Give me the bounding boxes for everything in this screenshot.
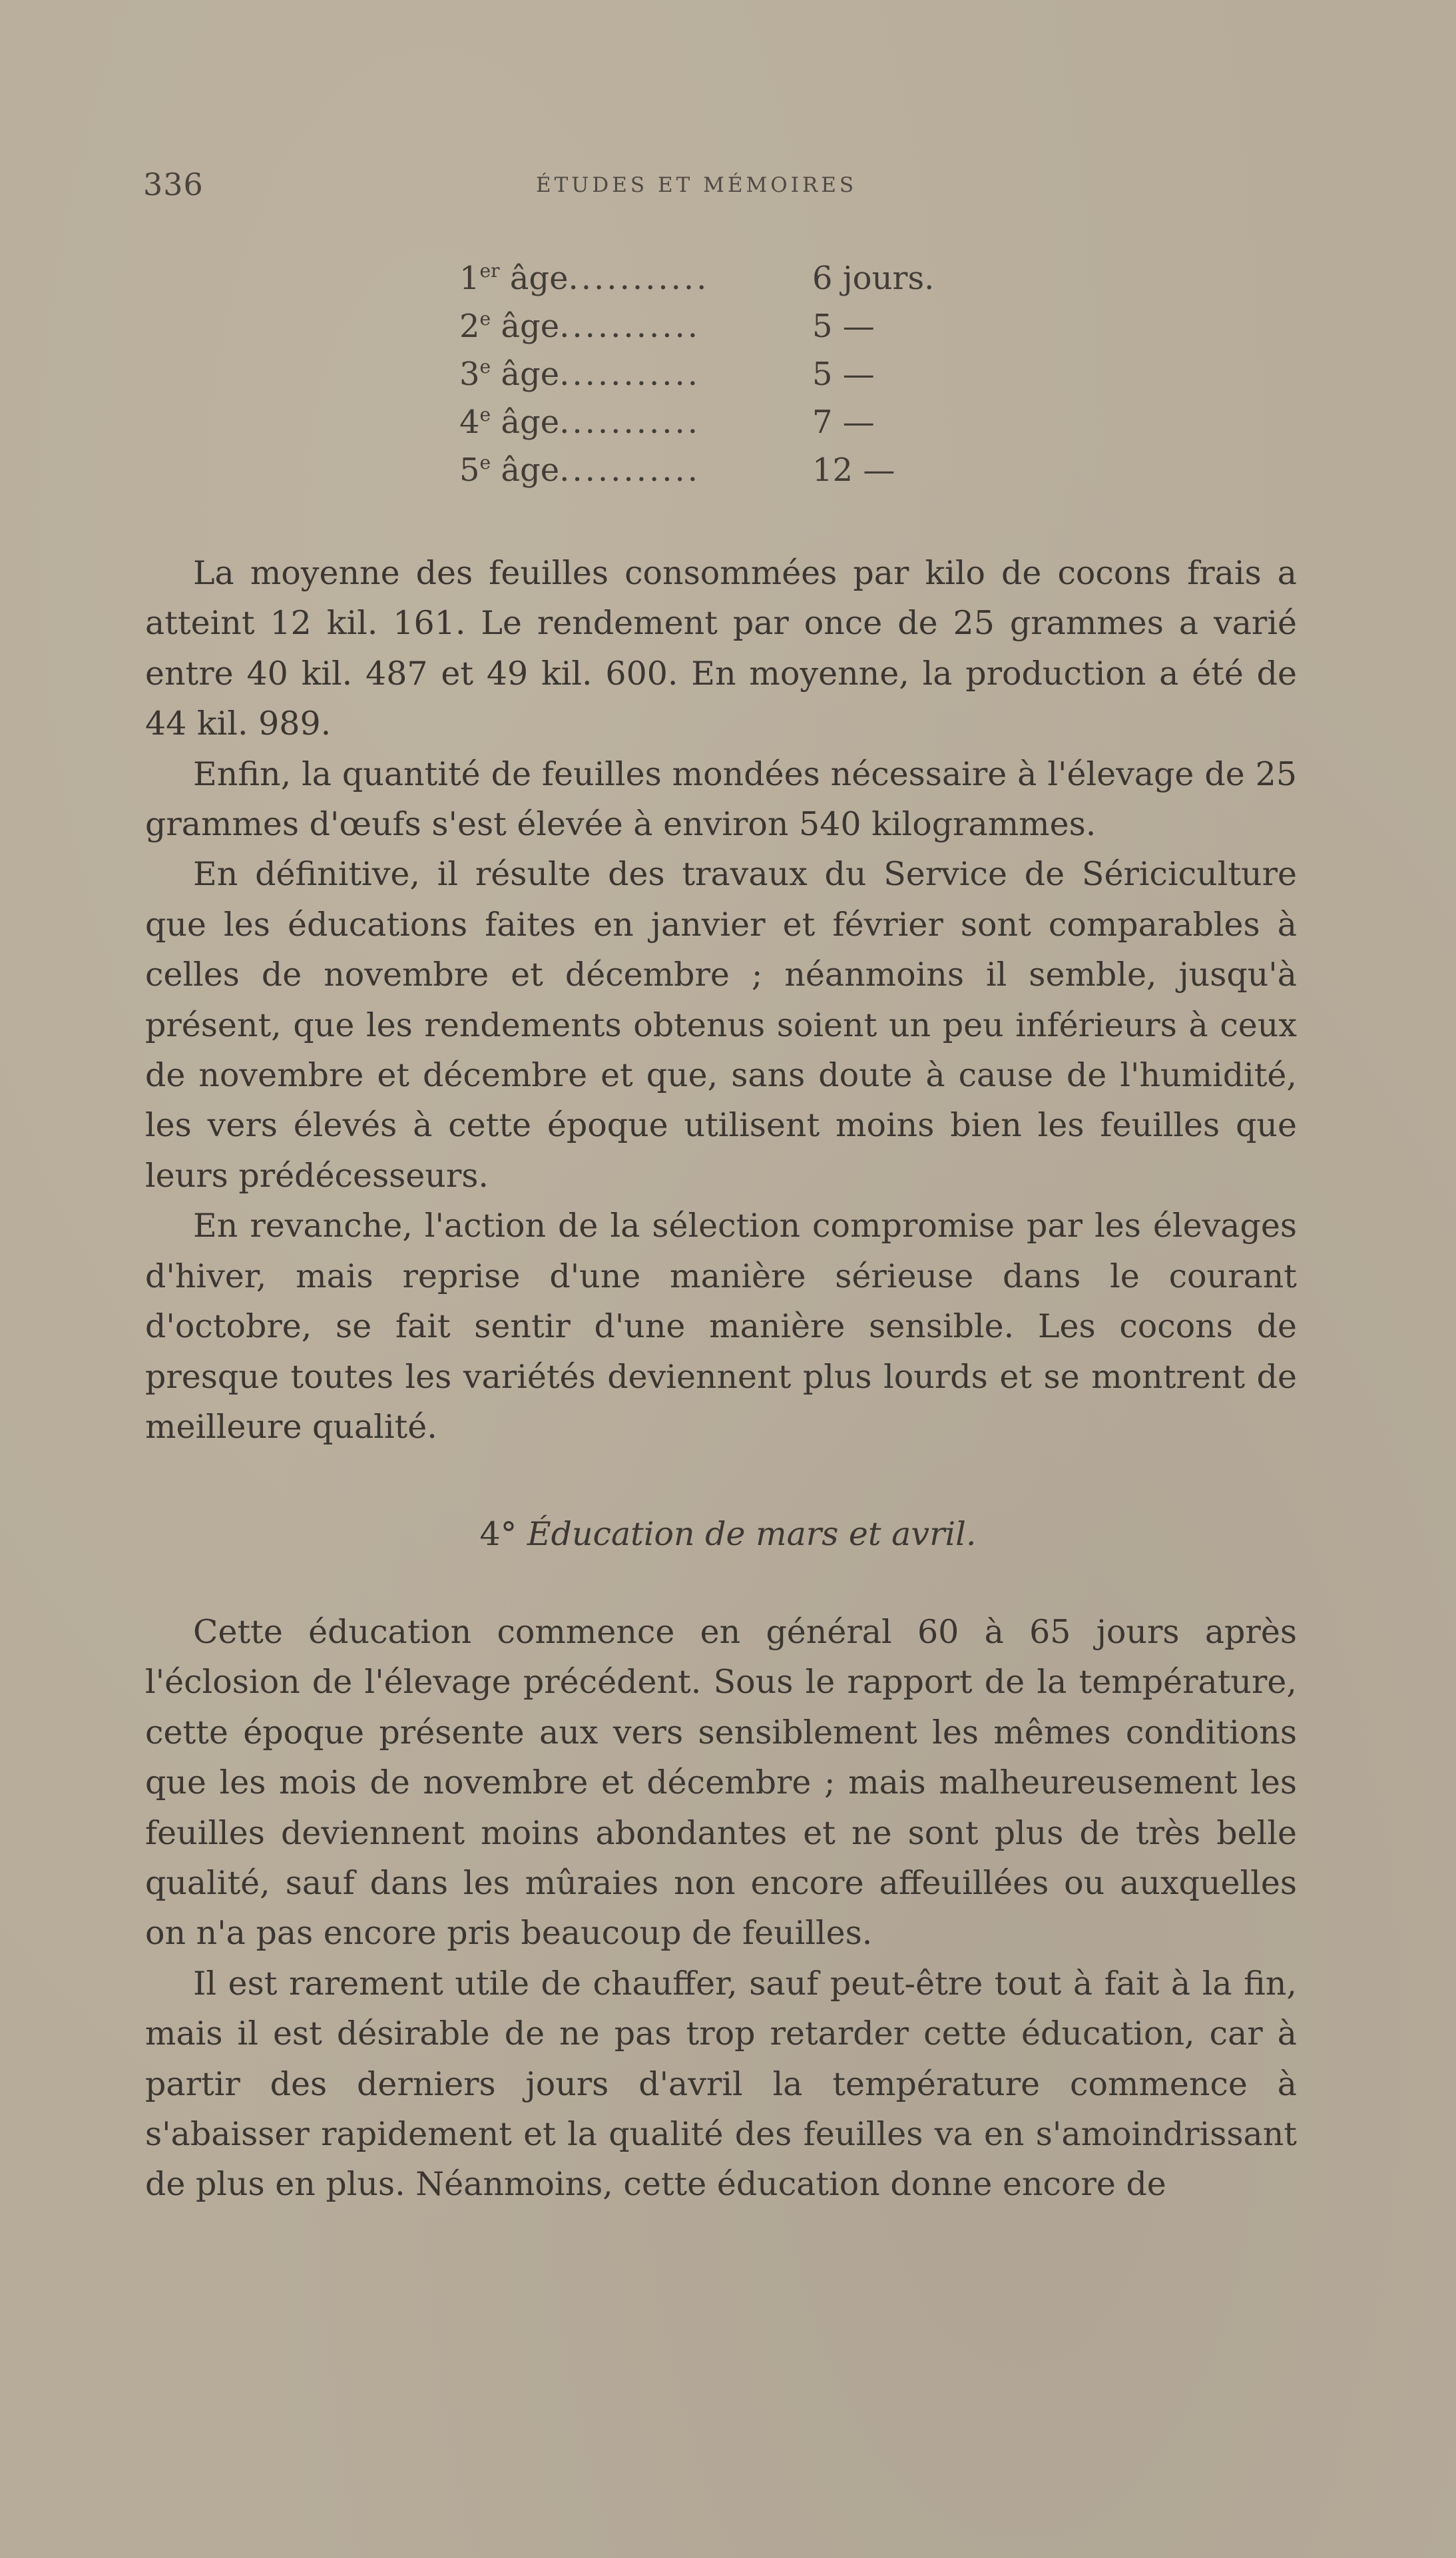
body-text-upper bbox=[145, 548, 1297, 1452]
stage-days: 5 — bbox=[812, 356, 875, 393]
stage-days: 5 — bbox=[812, 308, 875, 345]
table-row bbox=[459, 308, 992, 356]
page-header bbox=[143, 166, 1288, 206]
section-title: Éducation de mars et avril. bbox=[527, 1515, 977, 1553]
paragraph: Enfin, la quantité de feuilles mondées nécessaire à l'élevage de 25 grammes d'œufs s'est élevée à environ 540 kilogrammes. bbox=[145, 755, 1297, 844]
paragraph: En définitive, il résulte des travaux du Service de Sériciculture que les éducations faites en janvier et février sont comparables à celles de novembre et décembre ; néanmoins il semble, jusqu'à présent, que les rendements obtenus soient un peu inférieurs à ceux de novembre et décembre et que, sans doute à cause de l'humidité, les vers élevés à cette époque utilisent moins bien les feuilles que leurs prédécesseurs. bbox=[145, 855, 1297, 1195]
page-number: 336 bbox=[143, 166, 204, 202]
stage-days: 6 jours. bbox=[812, 260, 935, 297]
paragraph: En revanche, l'action de la sélection compromise par les élevages d'hiver, mais reprise d'une manière sérieuse dans le courant d'octobre, se fait sentir d'une manière sensible. Les cocons de presque toutes les variétés deviennent plus lourds et se montrent de meilleure qualité. bbox=[145, 1207, 1297, 1446]
paragraph: Cette éducation commence en général 60 à 65 jours après l'éclosion de l'élevage précédent. Sous le rapport de la température, cette époque présente aux vers sensiblement les mêmes conditions que les mois de novembre et décembre ; mais malheureusement les feuilles deviennent moins abondantes et ne sont plus de très belle qualité, sauf dans les mûraies non encore affeuillées ou auxquelles on n'a pas encore pris beaucoup de feuilles. bbox=[145, 1613, 1297, 1953]
stage-label: 3e âge........... bbox=[459, 356, 700, 393]
paragraph: La moyenne des feuilles consommées par kilo de cocons frais a atteint 12 kil. 161. Le rendement par once de 25 grammes a varié entre 40 kil. 487 et 49 kil. 600. En moyenne, la production a été de 44 kil. 989. bbox=[145, 554, 1297, 743]
paragraph: Il est rarement utile de chauffer, sauf peut-être tout à fait à la fin, mais il est désirable de ne pas trop retarder cette éducation, car à partir des derniers jours d'avril la température commence à s'abaisser rapidement et la qualité des feuilles va en s'amoindrissant de plus en plus. Néanmoins, cette éducation donne encore de bbox=[145, 1964, 1297, 2204]
stage-label: 2e âge........... bbox=[459, 308, 700, 345]
silkworm-age-table bbox=[459, 260, 992, 499]
stage-label: 1er âge........... bbox=[459, 260, 710, 297]
table-row bbox=[459, 260, 992, 308]
stage-days: 7 — bbox=[812, 404, 875, 441]
table-row bbox=[459, 404, 992, 452]
table-row bbox=[459, 356, 992, 404]
stage-label: 4e âge........... bbox=[459, 404, 700, 441]
table-row bbox=[459, 452, 992, 499]
body-text-lower bbox=[145, 1607, 1297, 2210]
section-heading bbox=[0, 1515, 1456, 1553]
stage-days: 12 — bbox=[812, 452, 895, 489]
stage-label: 5e âge........... bbox=[459, 452, 700, 489]
section-number: 4° bbox=[479, 1515, 517, 1553]
running-title: ÉTUDES ET MÉMOIRES bbox=[536, 173, 857, 197]
